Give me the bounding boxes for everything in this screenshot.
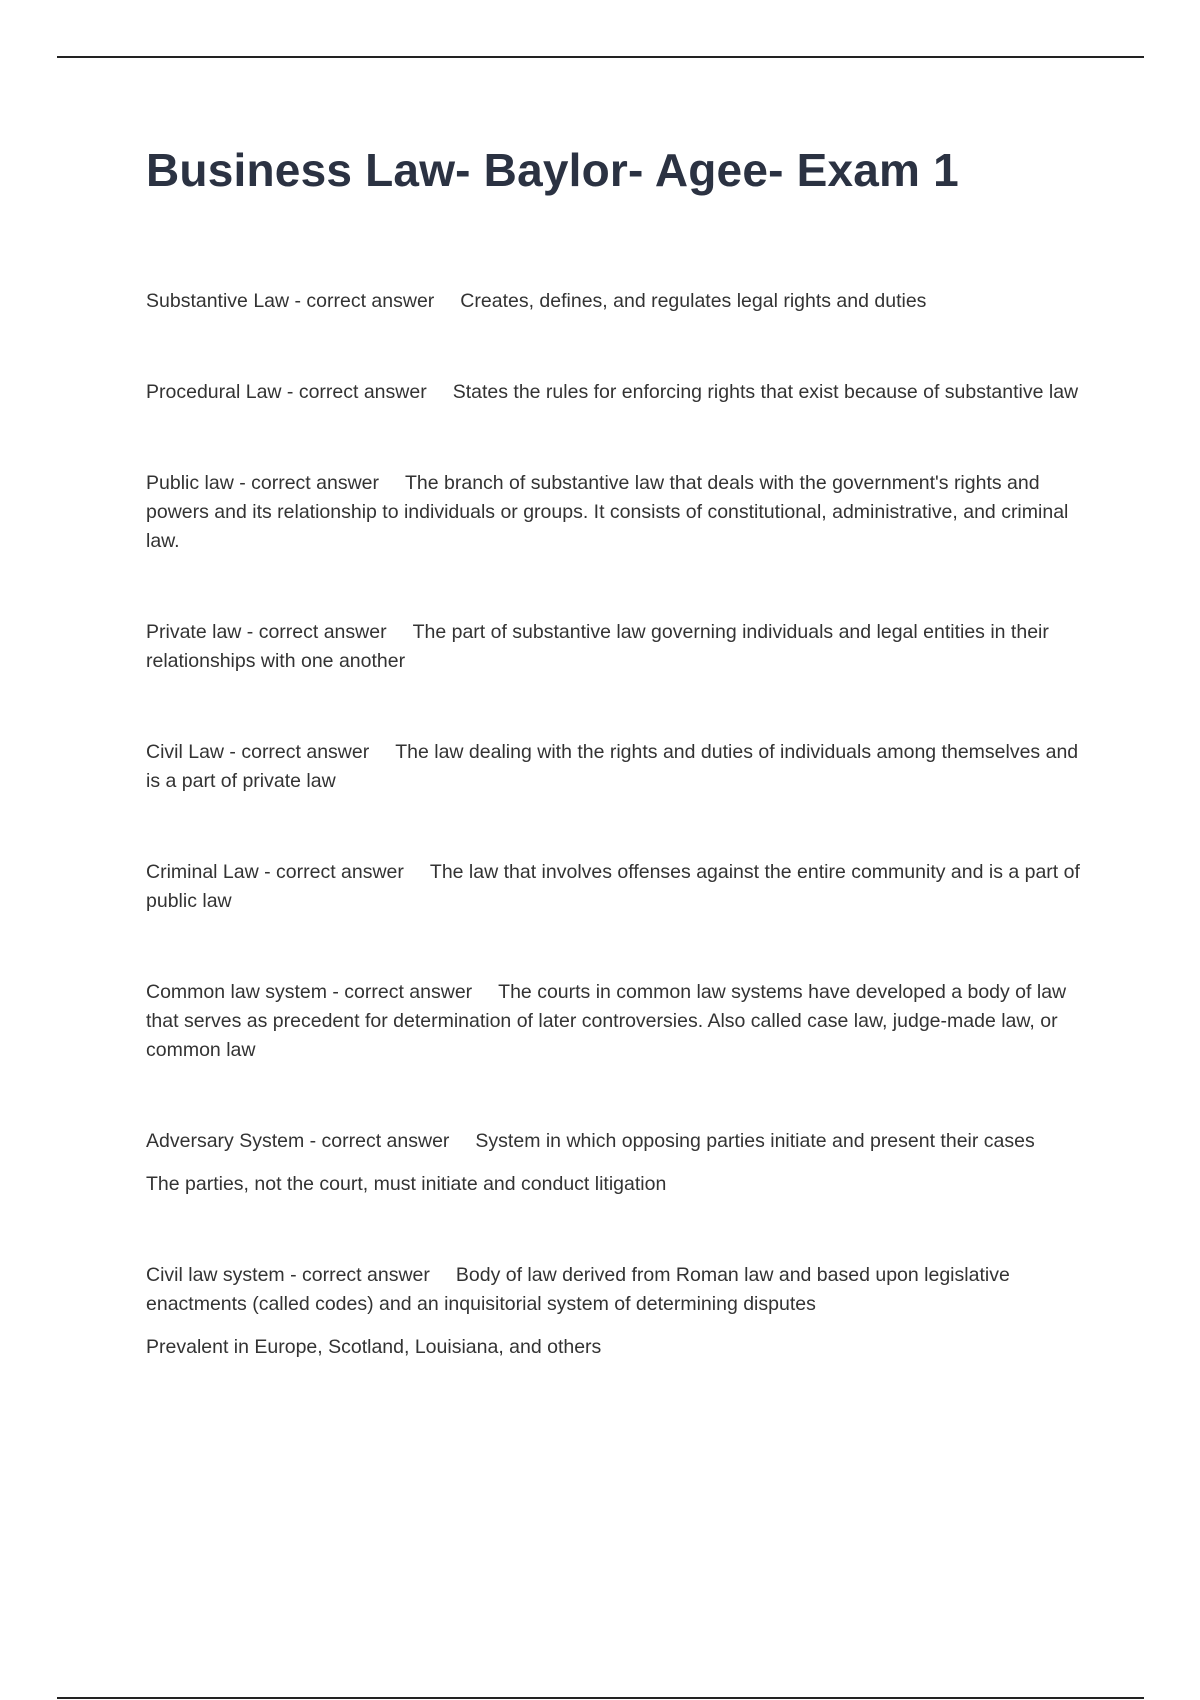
entry-paragraph xyxy=(146,738,1086,796)
entry-definition: System in which opposing parties initiate and present their cases xyxy=(475,1130,1035,1152)
entry-term: Procedural Law - correct answer xyxy=(146,381,427,403)
flashcard-entry xyxy=(146,378,1086,407)
entry-paragraph xyxy=(146,858,1086,916)
flashcard-entry xyxy=(146,1127,1086,1199)
flashcard-list xyxy=(146,287,1086,1362)
entry-paragraph xyxy=(146,287,1086,316)
entry-extra-note: Prevalent in Europe, Scotland, Louisiana, and others xyxy=(146,1336,602,1358)
entry-definition: The law that involves offenses against the entire community and is a part of public law xyxy=(146,861,1080,912)
entry-term: Private law - correct answer xyxy=(146,621,387,643)
entry-definition: The part of substantive law governing individuals and legal entities in their relationships with one another xyxy=(146,621,1049,672)
top-divider xyxy=(57,56,1144,58)
entry-paragraph xyxy=(146,618,1086,676)
entry-term: Substantive Law - correct answer xyxy=(146,290,435,312)
entry-paragraph xyxy=(146,978,1086,1065)
entry-term: Adversary System - correct answer xyxy=(146,1130,450,1152)
entry-term: Civil law system - correct answer xyxy=(146,1264,430,1286)
entry-definition: The courts in common law systems have developed a body of law that serves as precedent for determination of later controversies. Also called case law, judge-made law, or common law xyxy=(146,981,1067,1061)
entry-term: Public law - correct answer xyxy=(146,472,379,494)
bottom-divider xyxy=(57,1697,1144,1699)
entry-definition: Body of law derived from Roman law and based upon legislative enactments (called codes) and an inquisitorial system of determining disputes xyxy=(146,1264,1010,1315)
entry-paragraph xyxy=(146,1261,1086,1319)
flashcard-entry xyxy=(146,858,1086,916)
entry-term: Criminal Law - correct answer xyxy=(146,861,404,883)
flashcard-entry xyxy=(146,978,1086,1065)
entry-paragraph xyxy=(146,378,1086,407)
flashcard-entry xyxy=(146,287,1086,316)
entry-paragraph xyxy=(146,469,1086,556)
entry-term: Civil Law - correct answer xyxy=(146,741,370,763)
flashcard-entry xyxy=(146,738,1086,796)
flashcard-entry xyxy=(146,618,1086,676)
entry-definition: The law dealing with the rights and duties of individuals among themselves and is a part of private law xyxy=(146,741,1079,792)
flashcard-entry xyxy=(146,469,1086,556)
entry-definition: The branch of substantive law that deals with the government's rights and powers and its relationship to individuals or groups. It consists of constitutional, administrative, and criminal law. xyxy=(146,472,1069,552)
flashcard-entry xyxy=(146,1261,1086,1362)
page-title: Business Law- Baylor- Agee- Exam 1 xyxy=(146,144,959,196)
entry-definition: States the rules for enforcing rights that exist because of substantive law xyxy=(452,381,1079,403)
entry-definition: Creates, defines, and regulates legal rights and duties xyxy=(460,290,927,312)
entry-extra-note: The parties, not the court, must initiate and conduct litigation xyxy=(146,1173,667,1195)
entry-term: Common law system - correct answer xyxy=(146,981,473,1003)
entry-paragraph xyxy=(146,1127,1086,1156)
